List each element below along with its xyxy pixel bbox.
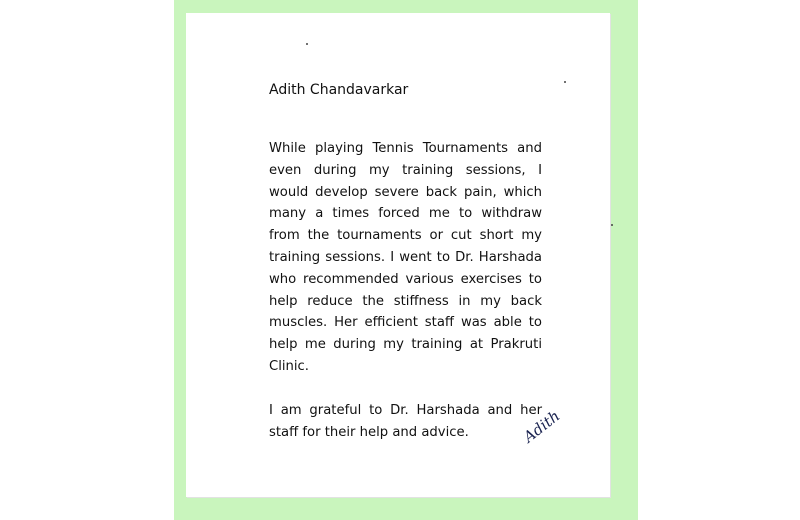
speck-mark [306, 43, 308, 45]
author-name: Adith Chandavarkar [269, 82, 409, 98]
paragraph: I am grateful to Dr. Harshada and her staff for their help and advice. [269, 402, 542, 440]
handwritten-signature: Adith [520, 406, 564, 447]
paragraph: While playing Tennis Tournaments and even during my training sessions, I would develop severe back pain, which many a times forced me to withdraw from the tournaments or cut short my training sessions. I went to Dr. Harshada who recommended various exercises to help reduce the stiffness in my back muscles. Her efficient staff was able to help me during my training at Prakruti Clinic. [269, 141, 542, 374]
letter-body [269, 138, 542, 443]
speck-mark [611, 224, 613, 226]
speck-mark [564, 81, 566, 83]
